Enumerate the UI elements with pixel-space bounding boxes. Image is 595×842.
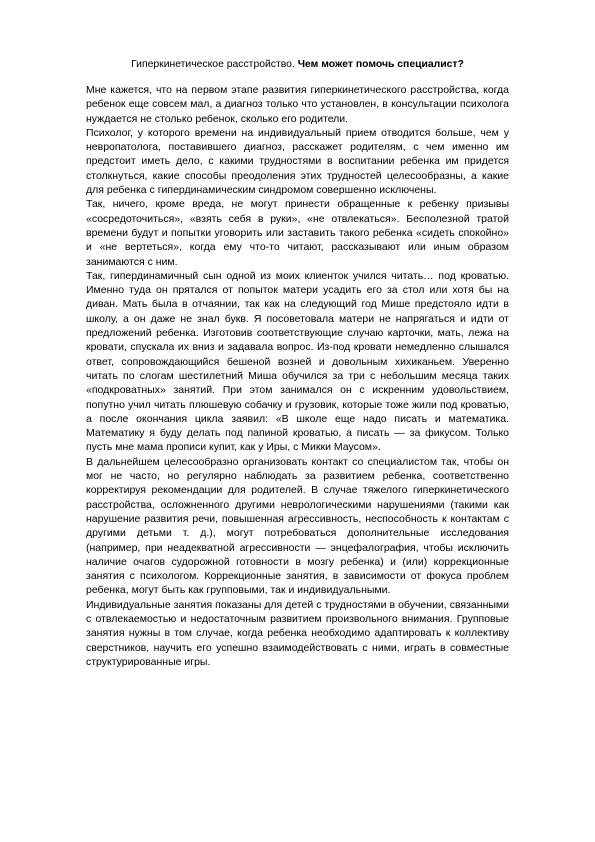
title-text: Гиперкинетическое расстройство. [131,59,298,70]
paragraph: Так, ничего, кроме вреда, не могут принести обращенные к ребенку призывы «сосредоточиться», «взять себя в руки», «не отвлекаться». Бесполезной тратой времени будут и попытки уговорить или заставить такого ребенка «сидеть спокойно» и «не вертеться», когда ему что-то читают, рассказывают или иным образом занимаются с ним. [86,198,509,268]
document-body [86,83,509,669]
title-question: Чем может помочь специалист? [297,59,464,70]
paragraph: В дальнейшем целесообразно организовать контакт со специалистом так, чтобы он мог не часто, но регулярно наблюдать за развитием ребенка, соответственно корректируя рекомендации для родителей. В случае тяжелого гиперкинетического расстройства, осложненного другими неврологическими нарушениями (такими как нарушение развития речи, повышенная агрессивность, неспособность к контактам с другими детьми т. д.), могут потребоваться дополнительные исследования (например, при неадекватной агрессивности — энцефалография, чтобы исключить наличие очагов судорожной готовности в мозгу ребенка) и (или) коррекционные занятия с психологом. Коррекционные занятия, в зависимости от фокуса проблем ребенка, могут быть как групповыми, так и индивидуальными. [86,455,509,597]
paragraph: Психолог, у которого времени на индивидуальный прием отводится больше, чем у невропатолога, поставившего диагноз, расскажет родителям, с чем именно им предстоит иметь дело, с какими трудностями в воспитании ребенка им придется столкнуться, какие способы преодоления этих трудностей целесообразны, а какие для ребенка с гипердинамическим синдромом совершенно исключены. [86,126,509,197]
document-title [86,58,509,72]
paragraph: Индивидуальные занятия показаны для детей с трудностями в обучении, связанными с отвлекаемостью и недостаточным развитием произвольного внимания. Групповые занятия нужны в том случае, когда ребенка необходимо адаптировать к коллективу сверстников, научить его успешно взаимодействовать с ними, играть в совместные структурированные игры. [86,598,509,668]
paragraph: Мне кажется, что на первом этапе развития гиперкинетического расстройства, когда ребенок еще совсем мал, а диагноз только что установлен, в консультации психолога нуждается не столько ребенок, сколько его родители. [86,84,509,125]
paragraph: Так, гипердинамичный сын одной из моих клиенток учился читать… под кроватью. Именно туда он прятался от попыток матери усадить его за стол или хотя бы на диван. Мать была в отчаянии, так как на следующий год Мише предстояло идти в школу, а он даже не знал букв. Я посоветовала матери не напрягаться и идти от предложений ребенка. Изготовив соответствующие случаю карточки, мать, лежа на кровати, спускала их вниз и задавала вопрос. Из-под кровати немедленно слышался ответ, сопровождающийся бешеной возней и довольным хихиканьем. Уверенно читать по слогам шестилетний Миша обучился за три с небольшим месяца таких «подкроватных» занятий. При этом занимался он с искренним удовольствием, попутно учил читать плюшевую собачку и грузовик, которые тоже жили под кроватью, а после окончания цикла заявил: «В школе еще надо писать и математика. Математику я буду делать под папиной кроватью, а писать — за фикусом. Только пусть мне мама прописи купит, как у Иры, с Микки Маусом». [86,269,509,454]
